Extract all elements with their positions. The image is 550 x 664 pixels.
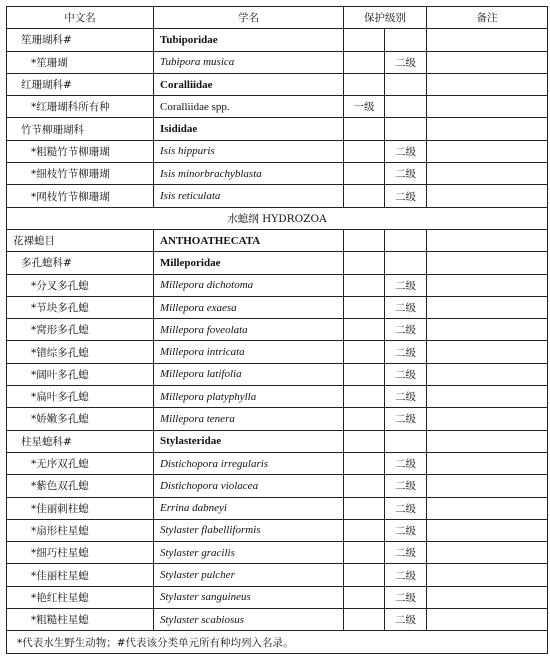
level-one-cell <box>344 430 385 452</box>
scientific-name-cell: Tubiporidae <box>154 29 344 51</box>
notes-cell <box>427 252 548 274</box>
chinese-name-cell: 花裸螅目 <box>7 229 154 251</box>
scientific-name-cell: Isis minorbrachyblasta <box>154 163 344 185</box>
notes-cell <box>427 408 548 430</box>
notes-cell <box>427 341 548 363</box>
notes-cell <box>427 586 548 608</box>
level-two-cell: 二级 <box>385 497 427 519</box>
level-two-cell: 二级 <box>385 564 427 586</box>
notes-cell <box>427 274 548 296</box>
level-two-cell: 二级 <box>385 586 427 608</box>
level-two-cell <box>385 229 427 251</box>
notes-cell <box>427 475 548 497</box>
level-one-cell <box>344 542 385 564</box>
level-two-cell: 二级 <box>385 542 427 564</box>
notes-cell <box>427 163 548 185</box>
table-row <box>7 408 548 430</box>
table-row <box>7 386 548 408</box>
level-one-cell <box>344 229 385 251</box>
section-row <box>7 207 548 229</box>
chinese-name-cell: *艳红柱星螅 <box>7 586 154 608</box>
chinese-name-cell: *网枝竹节柳珊瑚 <box>7 185 154 207</box>
chinese-name-cell: *佳丽刺柱螅 <box>7 497 154 519</box>
notes-cell <box>427 73 548 95</box>
notes-cell <box>427 296 548 318</box>
header-row <box>7 7 548 29</box>
level-one-cell <box>344 163 385 185</box>
level-two-cell: 二级 <box>385 296 427 318</box>
chinese-name-cell: *阔叶多孔螅 <box>7 363 154 385</box>
table-row <box>7 497 548 519</box>
scientific-name-cell: Stylaster gracilis <box>154 542 344 564</box>
table-row <box>7 185 548 207</box>
level-two-cell: 二级 <box>385 341 427 363</box>
level-one-cell <box>344 564 385 586</box>
level-two-cell: 二级 <box>385 363 427 385</box>
level-two-cell <box>385 73 427 95</box>
level-one-cell <box>344 519 385 541</box>
notes-cell <box>427 118 548 140</box>
table-row <box>7 163 548 185</box>
scientific-name-cell: Isis hippuris <box>154 140 344 162</box>
section-heading: 水螅纲 HYDROZOA <box>7 207 548 229</box>
notes-cell <box>427 185 548 207</box>
chinese-name-cell: *紫色双孔螅 <box>7 475 154 497</box>
chinese-name-cell: *细巧柱星螅 <box>7 542 154 564</box>
level-two-cell: 二级 <box>385 519 427 541</box>
header-protection-level: 保护级别 <box>344 7 427 29</box>
level-two-cell: 二级 <box>385 475 427 497</box>
level-one-cell <box>344 452 385 474</box>
table-row <box>7 586 548 608</box>
notes-cell <box>427 29 548 51</box>
scientific-name-cell: ANTHOATHECATA <box>154 229 344 251</box>
table-row <box>7 542 548 564</box>
scientific-name-cell: Distichopora irregularis <box>154 452 344 474</box>
scientific-name-cell: Millepora tenera <box>154 408 344 430</box>
header-chinese-name: 中文名 <box>7 7 154 29</box>
notes-cell <box>427 229 548 251</box>
table-row <box>7 363 548 385</box>
level-two-cell: 二级 <box>385 319 427 341</box>
table-row <box>7 140 548 162</box>
notes-cell <box>427 564 548 586</box>
level-two-cell: 二级 <box>385 274 427 296</box>
level-one-cell <box>344 497 385 519</box>
table-row <box>7 118 548 140</box>
scientific-name-cell: Tubipora musica <box>154 51 344 73</box>
notes-cell <box>427 386 548 408</box>
level-one-cell <box>344 29 385 51</box>
chinese-name-cell: *细枝竹节柳珊瑚 <box>7 163 154 185</box>
scientific-name-cell: Millepora exaesa <box>154 296 344 318</box>
chinese-name-cell: *扁叶多孔螅 <box>7 386 154 408</box>
notes-cell <box>427 51 548 73</box>
level-two-cell: 二级 <box>385 386 427 408</box>
notes-cell <box>427 497 548 519</box>
table-row <box>7 29 548 51</box>
chinese-name-cell: 柱星螅科# <box>7 430 154 452</box>
level-two-cell: 二级 <box>385 185 427 207</box>
table-row <box>7 319 548 341</box>
level-two-cell <box>385 118 427 140</box>
level-one-cell <box>344 363 385 385</box>
chinese-name-cell: 多孔螅科# <box>7 252 154 274</box>
scientific-name-cell: Milleporidae <box>154 252 344 274</box>
table-row <box>7 51 548 73</box>
level-one-cell <box>344 319 385 341</box>
level-one-cell <box>344 609 385 631</box>
level-two-cell: 二级 <box>385 609 427 631</box>
chinese-name-cell: *窝形多孔螅 <box>7 319 154 341</box>
table-row <box>7 519 548 541</box>
chinese-name-cell: *节块多孔螅 <box>7 296 154 318</box>
level-two-cell: 二级 <box>385 51 427 73</box>
notes-cell <box>427 519 548 541</box>
level-one-cell <box>344 386 385 408</box>
chinese-name-cell: 竹节柳珊瑚科 <box>7 118 154 140</box>
level-two-cell: 二级 <box>385 408 427 430</box>
level-one-cell <box>344 252 385 274</box>
chinese-name-cell: *错综多孔螅 <box>7 341 154 363</box>
notes-cell <box>427 140 548 162</box>
table-row <box>7 609 548 631</box>
scientific-name-cell: Millepora foveolata <box>154 319 344 341</box>
header-notes: 备注 <box>427 7 548 29</box>
scientific-name-cell: Stylasteridae <box>154 430 344 452</box>
scientific-name-cell: Millepora intricata <box>154 341 344 363</box>
level-one-cell <box>344 73 385 95</box>
table-row <box>7 274 548 296</box>
scientific-name-cell: Distichopora violacea <box>154 475 344 497</box>
level-one-cell <box>344 274 385 296</box>
table-row <box>7 475 548 497</box>
scientific-name-cell: Millepora latifolia <box>154 363 344 385</box>
chinese-name-cell: *粗糙柱星螅 <box>7 609 154 631</box>
footer-row <box>7 631 548 654</box>
protected-species-table <box>6 6 548 654</box>
chinese-name-cell: *粗糙竹节柳珊瑚 <box>7 140 154 162</box>
level-one-cell <box>344 185 385 207</box>
chinese-name-cell: *无序双孔螅 <box>7 452 154 474</box>
level-two-cell: 二级 <box>385 163 427 185</box>
level-two-cell <box>385 96 427 118</box>
level-one-cell <box>344 475 385 497</box>
chinese-name-cell: *分叉多孔螅 <box>7 274 154 296</box>
chinese-name-cell: *笙珊瑚 <box>7 51 154 73</box>
scientific-name-cell: Stylaster flabelliformis <box>154 519 344 541</box>
level-one-cell <box>344 118 385 140</box>
level-one-cell <box>344 140 385 162</box>
table-row <box>7 96 548 118</box>
notes-cell <box>427 609 548 631</box>
notes-cell <box>427 319 548 341</box>
level-two-cell <box>385 29 427 51</box>
table-row <box>7 341 548 363</box>
table-row <box>7 296 548 318</box>
table-row <box>7 452 548 474</box>
level-one-cell <box>344 296 385 318</box>
notes-cell <box>427 452 548 474</box>
chinese-name-cell: *佳丽柱星螅 <box>7 564 154 586</box>
table-row <box>7 430 548 452</box>
scientific-name-cell: Stylaster pulcher <box>154 564 344 586</box>
document-page <box>6 6 548 654</box>
table-footnote: *代表水生野生动物；#代表该分类单元所有种均列入名录。 <box>7 631 548 654</box>
chinese-name-cell: *娇嫩多孔螅 <box>7 408 154 430</box>
scientific-name-cell: Coralliidae <box>154 73 344 95</box>
level-two-cell: 二级 <box>385 140 427 162</box>
table-row <box>7 73 548 95</box>
scientific-name-cell: Millepora dichotoma <box>154 274 344 296</box>
table-row <box>7 564 548 586</box>
level-one-cell <box>344 341 385 363</box>
header-scientific-name: 学名 <box>154 7 344 29</box>
level-one-cell <box>344 586 385 608</box>
notes-cell <box>427 363 548 385</box>
level-one-cell: 一级 <box>344 96 385 118</box>
scientific-name-cell: Errina dabneyi <box>154 497 344 519</box>
level-one-cell <box>344 408 385 430</box>
level-two-cell <box>385 430 427 452</box>
scientific-name-cell: Isididae <box>154 118 344 140</box>
chinese-name-cell: 红珊瑚科# <box>7 73 154 95</box>
table-row <box>7 229 548 251</box>
scientific-name-cell: Stylaster sanguineus <box>154 586 344 608</box>
level-two-cell: 二级 <box>385 452 427 474</box>
level-one-cell <box>344 51 385 73</box>
chinese-name-cell: *扇形柱星螅 <box>7 519 154 541</box>
notes-cell <box>427 542 548 564</box>
notes-cell <box>427 430 548 452</box>
scientific-name-cell: Isis reticulata <box>154 185 344 207</box>
scientific-name-cell: Millepora platyphylla <box>154 386 344 408</box>
notes-cell <box>427 96 548 118</box>
chinese-name-cell: *红珊瑚科所有种 <box>7 96 154 118</box>
scientific-name-cell: Coralliidae spp. <box>154 96 344 118</box>
chinese-name-cell: 笙珊瑚科# <box>7 29 154 51</box>
table-body <box>7 29 548 631</box>
scientific-name-cell: Stylaster scabiosus <box>154 609 344 631</box>
level-two-cell <box>385 252 427 274</box>
table-row <box>7 252 548 274</box>
